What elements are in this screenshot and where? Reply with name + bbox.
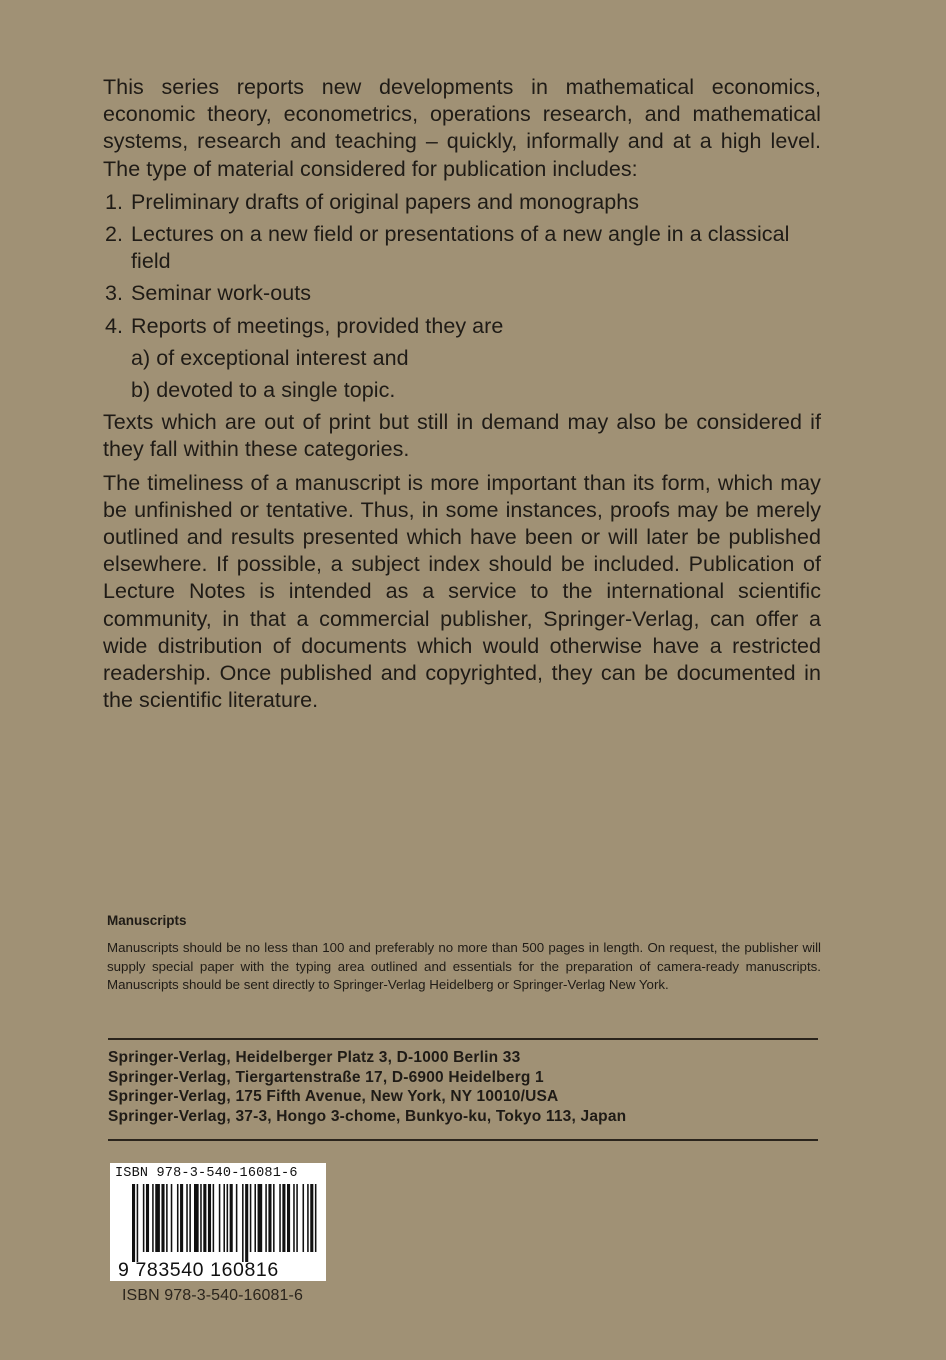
barcode-bar [236, 1184, 238, 1252]
intro-paragraph: This series reports new developments in mathematical economics, economic theory, econometrics, operations research, and mathematical systems, research and teaching – quickly, informally and at a high level. The type of material considered for publication includes: [103, 75, 821, 181]
timeliness-paragraph: The timeliness of a manuscript is more important than its form, which may be unfinished or tentative. Thus, in some instances, proofs may be merely outlined and results presented which have been or will later be published elsewhere. If possible, a subject index should be included. Publication of Lecture Notes is intended as a service to the international scientific community, in that a commercial publisher, Springer-Verlag, can offer a wide distribution of documents which would otherwise have a restricted readership. Once published and copyrighted, they can be documented in the scientific literature. [103, 470, 821, 713]
manuscripts-section [107, 913, 821, 995]
barcode-bar [177, 1184, 179, 1252]
barcode-bar [200, 1184, 202, 1252]
barcode-bar [194, 1184, 199, 1252]
address-line: Springer-Verlag, 37-3, Hongo 3-chome, Bunkyo-ku, Tokyo 113, Japan [108, 1107, 627, 1125]
barcode-bars [110, 1184, 326, 1262]
manuscripts-body: Manuscripts should be no less than 100 and preferably no more than 500 pages in length. On request, the publisher will supply special paper with the typing area outlined and essentials for the preparation of camera-ready manuscripts. Manuscripts should be sent directly to Springer-Verlag Heidelberg or Springer-Verlag New York. [107, 940, 821, 993]
barcode-bar [230, 1184, 233, 1252]
barcode-bar [227, 1184, 229, 1252]
series-description [103, 74, 821, 714]
address-line: Springer-Verlag, 175 Fifth Avenue, New York, NY 10010/USA [108, 1088, 559, 1106]
barcode-bar [152, 1184, 154, 1252]
list-item: 4. Reports of meetings, provided they are [105, 313, 504, 338]
barcode-bar [303, 1184, 305, 1252]
barcode-bar [223, 1184, 225, 1252]
barcode-bar [208, 1184, 211, 1252]
barcode-bar [242, 1184, 244, 1262]
barcode-bar [219, 1184, 221, 1252]
barcode-bar [180, 1184, 183, 1252]
barcode-bar [132, 1184, 135, 1262]
barcode-bar [250, 1184, 252, 1252]
list-item: 2. Lectures on a new field or presentations of a new angle in a classical field [105, 222, 790, 274]
barcode-bar [166, 1184, 168, 1252]
sub-item: a) of exceptional interest and [131, 345, 409, 370]
manuscripts-heading: Manuscripts [107, 913, 187, 928]
barcode-isbn-label: ISBN 978-3-540-16081-6 [115, 1166, 298, 1181]
barcode-bar [146, 1184, 149, 1252]
barcode-bar [203, 1184, 206, 1252]
divider-bottom [108, 1139, 818, 1141]
barcode-bar [143, 1184, 145, 1252]
barcode [110, 1163, 326, 1281]
barcode-bar [258, 1184, 263, 1252]
sub-item: b) devoted to a single topic. [131, 378, 396, 403]
divider-top [108, 1038, 818, 1040]
isbn-text: ISBN 978-3-540-16081-6 [122, 1287, 303, 1304]
material-list [103, 189, 821, 340]
barcode-bar [315, 1184, 317, 1252]
publisher-addresses [108, 1048, 818, 1126]
barcode-bar [282, 1184, 285, 1252]
barcode-bar [213, 1184, 215, 1252]
barcode-bar [245, 1184, 248, 1262]
barcode-bar [296, 1184, 298, 1252]
barcode-bar [273, 1184, 275, 1252]
barcode-bar [279, 1184, 281, 1252]
address-line: Springer-Verlag, Heidelberger Platz 3, D-1000 Berlin 33 [108, 1049, 521, 1066]
list-item: 1. Preliminary drafts of original papers and monographs [105, 189, 640, 214]
barcode-bar [171, 1184, 173, 1252]
barcode-bar [293, 1184, 295, 1252]
barcode-bar [287, 1184, 290, 1252]
barcode-bar [155, 1184, 160, 1252]
list-item: 3. Seminar work-outs [105, 281, 312, 306]
barcode-bar [254, 1184, 256, 1252]
address-line: Springer-Verlag, Tiergartenstraße 17, D-6900 Heidelberg 1 [108, 1068, 544, 1086]
barcode-bar [186, 1184, 188, 1252]
barcode-bar [161, 1184, 164, 1252]
barcode-bar [268, 1184, 271, 1252]
barcode-bar [137, 1184, 139, 1262]
barcode-bar [307, 1184, 309, 1252]
barcode-bar [310, 1184, 313, 1252]
out-of-print-paragraph: Texts which are out of print but still in demand may also be considered if they fall within these categories. [103, 410, 821, 462]
barcode-bar [189, 1184, 191, 1252]
barcode-digits: 9 783540 160816 [118, 1259, 279, 1281]
barcode-bar [265, 1184, 267, 1252]
